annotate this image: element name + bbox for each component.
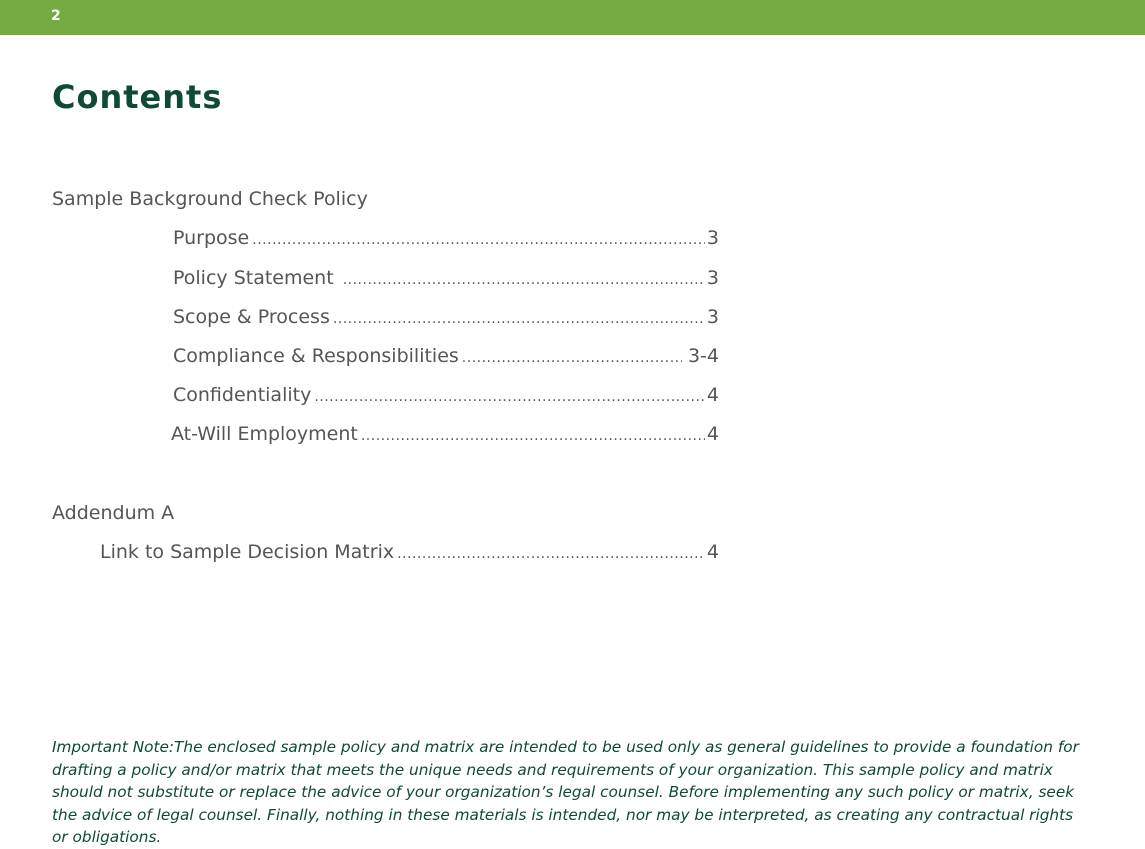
toc-entry-label: Policy Statement: [173, 267, 334, 289]
toc-entry-policy-statement[interactable]: [173, 267, 719, 289]
toc-leader-dots: [397, 546, 705, 562]
toc-leader-dots: [343, 272, 705, 288]
toc-leader-dots: [314, 389, 705, 405]
toc-entry-page: 4: [706, 541, 719, 563]
section-heading-addendum: Addendum A: [52, 502, 175, 524]
toc-entry-purpose[interactable]: [173, 227, 719, 249]
toc-leader-dots: [462, 350, 682, 366]
toc-entry-page: 3: [706, 227, 719, 249]
toc-leader-dots: [333, 311, 705, 327]
toc-entry-page: 4: [706, 423, 719, 445]
header-bar: [0, 0, 1145, 35]
toc-entry-confidentiality[interactable]: [173, 384, 719, 406]
toc-entry-page: 3: [706, 267, 719, 289]
page-number: 2: [51, 8, 61, 24]
toc-entry-label: Link to Sample Decision Matrix: [100, 541, 395, 563]
toc-entry-label: Compliance & Responsibilities: [173, 345, 459, 367]
toc-entry-label: Confidentiality: [173, 384, 312, 406]
toc-leader-dots: [252, 232, 705, 248]
toc-entry-scope-process[interactable]: [173, 306, 719, 328]
toc-entry-label: Scope & Process: [173, 306, 330, 328]
toc-entry-compliance-responsibilities[interactable]: [173, 345, 719, 367]
section-heading-policy: Sample Background Check Policy: [52, 188, 368, 210]
toc-entry-label: Purpose: [173, 227, 250, 249]
toc-entry-label: At-Will Employment: [171, 423, 358, 445]
toc-leader-dots: [361, 428, 705, 444]
toc-entry-page: 3: [706, 306, 719, 328]
toc-entry-decision-matrix-link[interactable]: [100, 541, 719, 563]
toc-entry-at-will-employment[interactable]: [171, 423, 719, 445]
toc-entry-page: 3-4: [687, 345, 719, 367]
toc-entry-page: 4: [706, 384, 719, 406]
page-title: Contents: [52, 78, 223, 116]
important-note: Important Note:The enclosed sample policy and matrix are intended to be used only as general guidelines to provide a foundation for drafting a policy and/or matrix that meets the unique needs and requirements of your organization. This sample policy and matrix should not substitute or replace the advice of your organization’s legal counsel. Before implementing any such policy or matrix, seek the advice of legal counsel. Finally, nothing in these materials is intended, nor may be interpreted, as creating any contractual rights or obligations.: [52, 738, 1079, 846]
